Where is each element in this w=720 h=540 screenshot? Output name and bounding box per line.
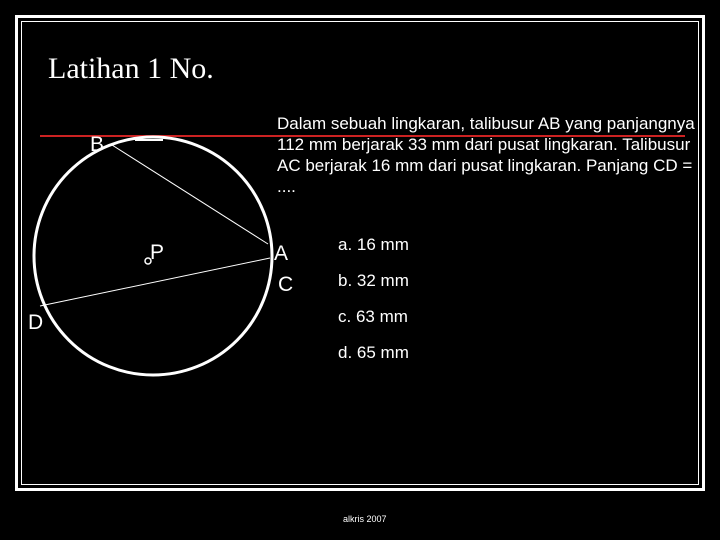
- option-c[interactable]: c. 63 mm: [338, 307, 408, 326]
- point-label-c: C: [278, 273, 294, 296]
- problem-text: Dalam sebuah lingkaran, talibusur AB yang panjangnya 112 mm berjarak 33 mm dari pusat lingkaran. Talibusur AC berjarak 16 mm dari pusat lingkaran. Panjang CD = ....: [277, 114, 695, 196]
- point-label-b: B: [90, 133, 105, 156]
- chord-cd: [40, 258, 270, 306]
- footer-credit: alkris 2007: [343, 514, 387, 524]
- option-b[interactable]: b. 32 mm: [338, 271, 409, 290]
- point-label-a: A: [274, 242, 289, 265]
- chord-ab: [112, 145, 268, 244]
- option-a[interactable]: a. 16 mm: [338, 235, 409, 254]
- point-label-d: D: [28, 311, 44, 334]
- slide-title: Latihan 1 No.: [48, 52, 214, 85]
- option-d[interactable]: d. 65 mm: [338, 343, 409, 362]
- point-label-p: P: [150, 241, 165, 264]
